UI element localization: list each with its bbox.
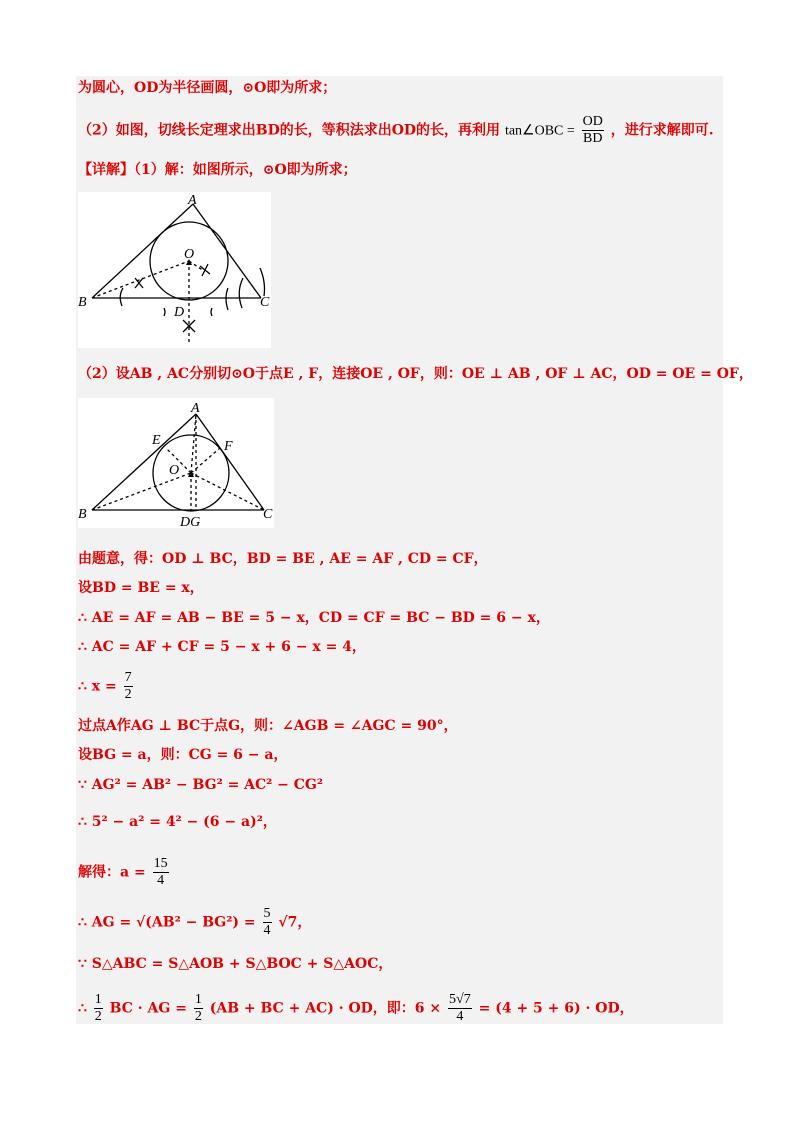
label-b: B bbox=[78, 507, 87, 522]
text-line-1: 为圆心，OD为半径画圆，⊙O即为所求； bbox=[78, 80, 337, 96]
fraction-5sqrt7-4 bbox=[448, 992, 472, 1025]
edge-ab bbox=[92, 414, 196, 510]
text-line-12: ∵ AG² = AB² − BG² = AC² − CG² bbox=[78, 777, 324, 793]
fraction-numerator: 1 bbox=[194, 992, 202, 1007]
text-line-3: 【详解】（1）解：如图所示，⊙O即为所求； bbox=[78, 162, 357, 178]
fraction-numerator: 5√7 bbox=[449, 992, 471, 1007]
bisector-c bbox=[189, 261, 204, 271]
fraction-denominator: 2 bbox=[94, 1009, 102, 1024]
text-line-2-c: ，进行求解即可. bbox=[610, 122, 714, 139]
fraction-numerator: OD bbox=[582, 114, 603, 129]
figure-1 bbox=[78, 192, 271, 348]
text-line-2-a: （2）如图，切线长定理求出BD的长，等积法求出OD的长，再利用 bbox=[78, 122, 501, 139]
text-line-16: ∵ S△ABC = S△AOB + S△BOC + S△AOC， bbox=[78, 956, 393, 972]
text-line-17-b: BC · AG = bbox=[109, 1000, 187, 1017]
fraction-numerator: 5 bbox=[263, 906, 271, 921]
edge-ac bbox=[196, 414, 264, 510]
fraction-1-2-b bbox=[194, 992, 203, 1025]
text-line-15-a: ∴ AG = √(AB² − BG²) = bbox=[78, 914, 256, 931]
text-line-6: 设BD = BE = x， bbox=[78, 580, 204, 596]
text-line-15-b: √7， bbox=[278, 914, 312, 931]
arc-b bbox=[120, 288, 123, 306]
fraction-denominator: BD bbox=[583, 131, 603, 146]
label-f: F bbox=[224, 439, 233, 454]
label-b: B bbox=[78, 295, 87, 310]
figure-2-svg bbox=[78, 398, 274, 528]
text-line-13: ∴ 5² − a² = 4² − (6 − a)²， bbox=[78, 814, 277, 830]
label-a: A bbox=[188, 193, 197, 208]
fraction-denominator: 4 bbox=[456, 1009, 464, 1024]
bisector-b bbox=[92, 261, 189, 298]
text-line-8: ∴ AC = AF + CF = 5 − x + 6 − x = 4， bbox=[78, 639, 366, 655]
text-line-11: 设BG = a，则：CG = 6 − a， bbox=[78, 747, 288, 763]
fraction-numerator: 15 bbox=[153, 856, 168, 871]
fraction-numerator: 7 bbox=[124, 670, 132, 685]
arc-d-2 bbox=[211, 308, 212, 316]
fraction-denominator: 4 bbox=[157, 873, 165, 888]
text-line-14-a: 解得：a = bbox=[78, 864, 146, 881]
label-c: C bbox=[260, 295, 270, 310]
label-e: E bbox=[152, 433, 161, 448]
arc-c-3 bbox=[226, 288, 228, 310]
figure-2 bbox=[78, 398, 274, 528]
arc-c-1 bbox=[239, 278, 243, 308]
fraction-numerator: 1 bbox=[94, 992, 102, 1007]
label-dg: DG bbox=[180, 515, 201, 528]
text-line-17 bbox=[78, 992, 634, 1025]
arc-c-2 bbox=[260, 268, 265, 296]
text-line-9 bbox=[78, 670, 135, 703]
text-line-5: 由题意，得：OD ⊥ BC，BD = BE , AE = AF , CD = CF， bbox=[78, 551, 488, 567]
segment-oa bbox=[191, 414, 196, 473]
text-line-4: （2）设AB , AC分别切⊙O于点E , F，连接OE , OF，则：OE ⊥ AB , OF ⊥ AC，OD = OE = OF， bbox=[78, 366, 753, 382]
fraction-1-2-a bbox=[94, 992, 103, 1025]
fraction-denominator: 2 bbox=[124, 687, 132, 702]
text-line-17-d: = (4 + 5 + 6) · OD， bbox=[478, 1000, 634, 1017]
fraction-denominator: 2 bbox=[194, 1009, 202, 1024]
fraction-od-bd bbox=[582, 114, 604, 147]
text-line-17-a: ∴ bbox=[78, 1000, 87, 1017]
label-o: O bbox=[169, 463, 180, 478]
edge-ab bbox=[92, 204, 193, 298]
text-line-14 bbox=[78, 856, 171, 889]
cross-mark-c bbox=[200, 264, 210, 276]
fraction-7-2 bbox=[124, 670, 133, 703]
fraction-15-4 bbox=[153, 856, 169, 889]
arc-d-1 bbox=[164, 308, 165, 316]
text-line-9-a: ∴ x = bbox=[78, 678, 117, 695]
label-c: C bbox=[263, 507, 273, 522]
text-line-7: ∴ AE = AF = AB − BE = 5 − x，CD = CF = BC − BD = 6 − x， bbox=[78, 610, 550, 626]
label-a: A bbox=[191, 401, 200, 416]
tan-expression: tan∠OBC = bbox=[504, 123, 575, 139]
fraction-denominator: 4 bbox=[263, 923, 271, 938]
text-line-2 bbox=[78, 114, 714, 147]
text-line-17-c: (AB + BC + AC) · OD，即：6 × bbox=[209, 1000, 442, 1017]
segment-oc bbox=[191, 473, 264, 510]
label-o: O bbox=[184, 247, 195, 262]
fraction-5-4 bbox=[263, 906, 272, 939]
text-line-15 bbox=[78, 906, 311, 939]
text-line-10: 过点A作AG ⊥ BC于点G，则：∠AGB = ∠AGC = 90°， bbox=[78, 718, 458, 734]
segment-ob bbox=[92, 473, 191, 510]
label-d: D bbox=[174, 305, 185, 320]
figure-1-svg bbox=[78, 192, 271, 348]
